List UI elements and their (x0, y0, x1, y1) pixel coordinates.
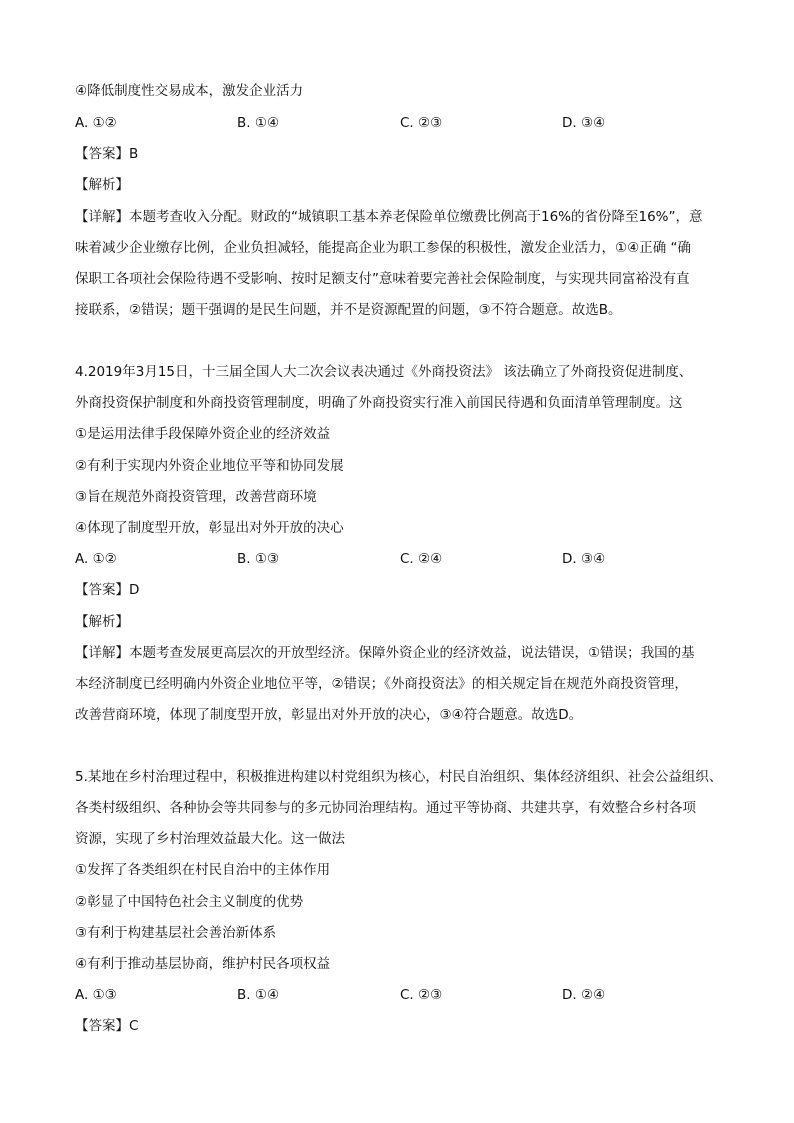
q3-option-b: B. ①④ (237, 115, 280, 131)
q3-answer: 【答案】B (75, 146, 139, 162)
q4-stem-line: 外商投资保护制度和外商投资管理制度，明确了外商投资实行准入前国民待遇和负面清单管理制度。这 (75, 395, 683, 411)
q4-analysis-heading: 【解析】 (75, 614, 129, 630)
q3-item-4: ④降低制度性交易成本，激发企业活力 (75, 83, 304, 99)
q5-item-1: ①发挥了各类组织在村民自治中的主体作用 (75, 862, 331, 878)
q5-option-b: B. ①④ (237, 987, 280, 1003)
q3-detail-line: 保职工各项社会保险待遇不受影响、按时足额支付”意味着要完善社会保险制度，与实现共同富裕没有直 (75, 271, 690, 287)
q3-option-c: C. ②③ (400, 115, 443, 131)
q5-item-3: ③有利于构建基层社会善治新体系 (75, 925, 277, 941)
q4-detail-line: 【详解】本题考查发展更高层次的开放型经济。保障外资企业的经济效益，说法错误，①错误；我国的基 (75, 645, 695, 661)
q4-option-a: A. ①② (75, 551, 117, 567)
q4-item-1: ①是运用法律手段保障外资企业的经济效益 (75, 426, 331, 442)
q3-analysis-heading: 【解析】 (75, 177, 129, 193)
q5-option-d: D. ②④ (562, 987, 606, 1003)
q4-option-b: B. ①③ (237, 551, 280, 567)
q4-item-3: ③旨在规范外商投资管理，改善营商环境 (75, 489, 317, 505)
q5-option-a: A. ①③ (75, 987, 117, 1003)
q5-item-4: ④有利于推动基层协商，维护村民各项权益 (75, 956, 331, 972)
q5-item-2: ②彰显了中国特色社会主义制度的优势 (75, 894, 304, 910)
q4-detail-line: 改善营商环境，体现了制度型开放，彰显出对外开放的决心，③④符合题意。故选D。 (75, 707, 583, 723)
q3-options (75, 113, 725, 133)
q3-detail-line: 接联系，②错误；题干强调的是民生问题，并不是资源配置的问题，③不符合题意。故选B。 (75, 302, 622, 318)
q5-stem-line: 资源，实现了乡村治理效益最大化。这一做法 (75, 831, 345, 847)
q3-option-d: D. ③④ (562, 115, 606, 131)
q4-detail-line: 本经济制度已经明确内外资企业地位平等，②错误；《外商投资法》的相关规定旨在规范外商投资管理， (75, 676, 688, 692)
q4-answer: 【答案】D (75, 582, 140, 598)
q4-item-4: ④体现了制度型开放，彰显出对外开放的决心 (75, 520, 344, 536)
q4-option-d: D. ③④ (562, 551, 606, 567)
q5-option-c: C. ②③ (400, 987, 443, 1003)
q3-detail-line: 味着减少企业缴存比例，企业负担减轻，能提高企业为职工参保的积极性，激发企业活力，①④正确 “确 (75, 240, 691, 256)
q4-item-2: ②有利于实现内外资企业地位平等和协同发展 (75, 458, 344, 474)
q5-answer: 【答案】C (75, 1018, 139, 1034)
q4-option-c: C. ②④ (400, 551, 443, 567)
q5-options (75, 985, 725, 1005)
q5-stem-line: 各类村级组织、各种协会等共同参与的多元协同治理结构。通过平等协商、共建共享，有效整合乡村各项 (75, 800, 696, 816)
q4-options (75, 549, 725, 569)
q3-detail-line: 【详解】本题考查收入分配。财政的“城镇职工基本养老保险单位缴费比例高于16%的省份降至16%”，意 (75, 209, 703, 225)
q3-option-a: A. ①② (75, 115, 117, 131)
q4-stem-line: 4.2019年3月15日，十三届全国人大二次会议表决通过《外商投资法》 该法确立了外商投资促进制度、 (75, 364, 693, 380)
q5-stem-line: 5.某地在乡村治理过程中，积极推进构建以村党组织为核心，村民自治组织、集体经济组织、社会公益组织、 (75, 769, 723, 785)
